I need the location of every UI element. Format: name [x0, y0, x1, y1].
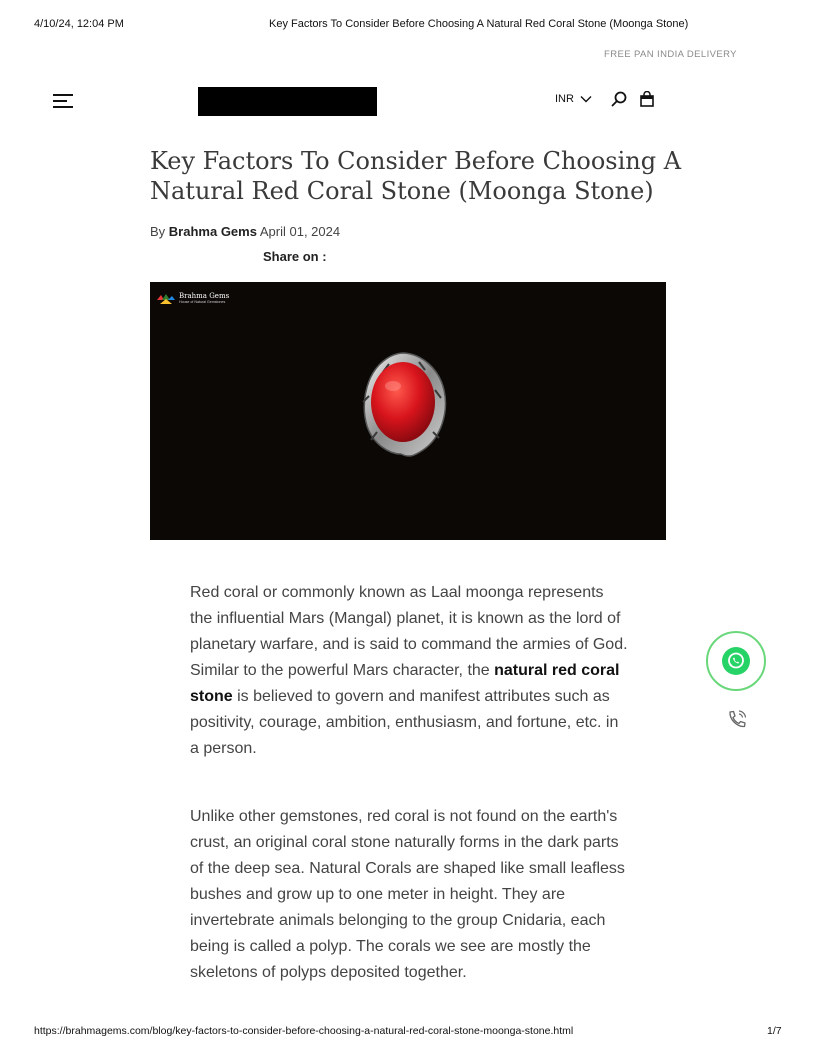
- article-paragraph-2: Unlike other gemstones, red coral is not found on the earth's crust, an original coral stone naturally forms in the dark parts of the deep sea. Natural Corals are shaped like small leafless bushes and grow up to one meter in height. They are invertebrate animals belonging to the group Cnidaria, each being is called a polyp. The corals we see are mostly the skeletons of polyps deposited together.: [190, 808, 625, 981]
- hero-brand-name: Brahma Gems: [179, 292, 230, 300]
- print-page-title: Key Factors To Consider Before Choosing A Natural Red Coral Stone (Moonga Stone): [269, 18, 689, 30]
- hero-brand-tagline: House of Natural Gemstones: [179, 300, 226, 304]
- article-paragraph-1: Red coral or commonly known as Laal moonga represents the influential Mars (Mangal) planet, it is known as the lord of planetary warfare, and is said to command the armies of God. Similar to the powerful Mars character, the natural red coral stone is believed to govern and manifest attributes such as positivity, courage, ambition, enthusiasm, and fortune, etc. in a person.: [190, 584, 628, 757]
- publish-date: April 01, 2024: [259, 224, 341, 239]
- gems-logo-icon: [156, 293, 176, 305]
- share-label: Share on :: [263, 249, 327, 264]
- hero-image: [150, 282, 666, 540]
- print-datetime: 4/10/24, 12:04 PM: [34, 18, 124, 30]
- print-page-number: 1/7: [767, 1025, 782, 1037]
- site-logo[interactable]: [198, 87, 377, 116]
- whatsapp-button[interactable]: [706, 631, 766, 691]
- chevron-down-icon: [580, 93, 592, 105]
- red-coral-ring-image: [359, 350, 449, 460]
- currency-value: INR: [555, 93, 574, 105]
- whatsapp-icon: [726, 651, 746, 671]
- currency-selector[interactable]: [555, 93, 592, 105]
- article-byline: [150, 224, 340, 239]
- search-icon[interactable]: [611, 91, 627, 107]
- print-footer-url: https://brahmagems.com/blog/key-factors-to-consider-before-choosing-a-natural-red-coral-stone-moonga-stone.html: [34, 1025, 574, 1037]
- shopping-bag-icon[interactable]: [640, 91, 654, 107]
- by-label: By: [150, 224, 166, 239]
- hero-brand-watermark: [156, 293, 229, 305]
- hamburger-menu-icon[interactable]: [53, 93, 73, 109]
- author-link[interactable]: Brahma Gems: [168, 224, 257, 239]
- promo-text: FREE PAN INDIA DELIVERY: [604, 49, 737, 60]
- article-title: Key Factors To Consider Before Choosing A Natural Red Coral Stone (Moonga Stone): [150, 147, 682, 205]
- natural-red-coral-stone-link[interactable]: natural red coral stone: [190, 662, 620, 705]
- phone-call-icon[interactable]: [726, 709, 748, 731]
